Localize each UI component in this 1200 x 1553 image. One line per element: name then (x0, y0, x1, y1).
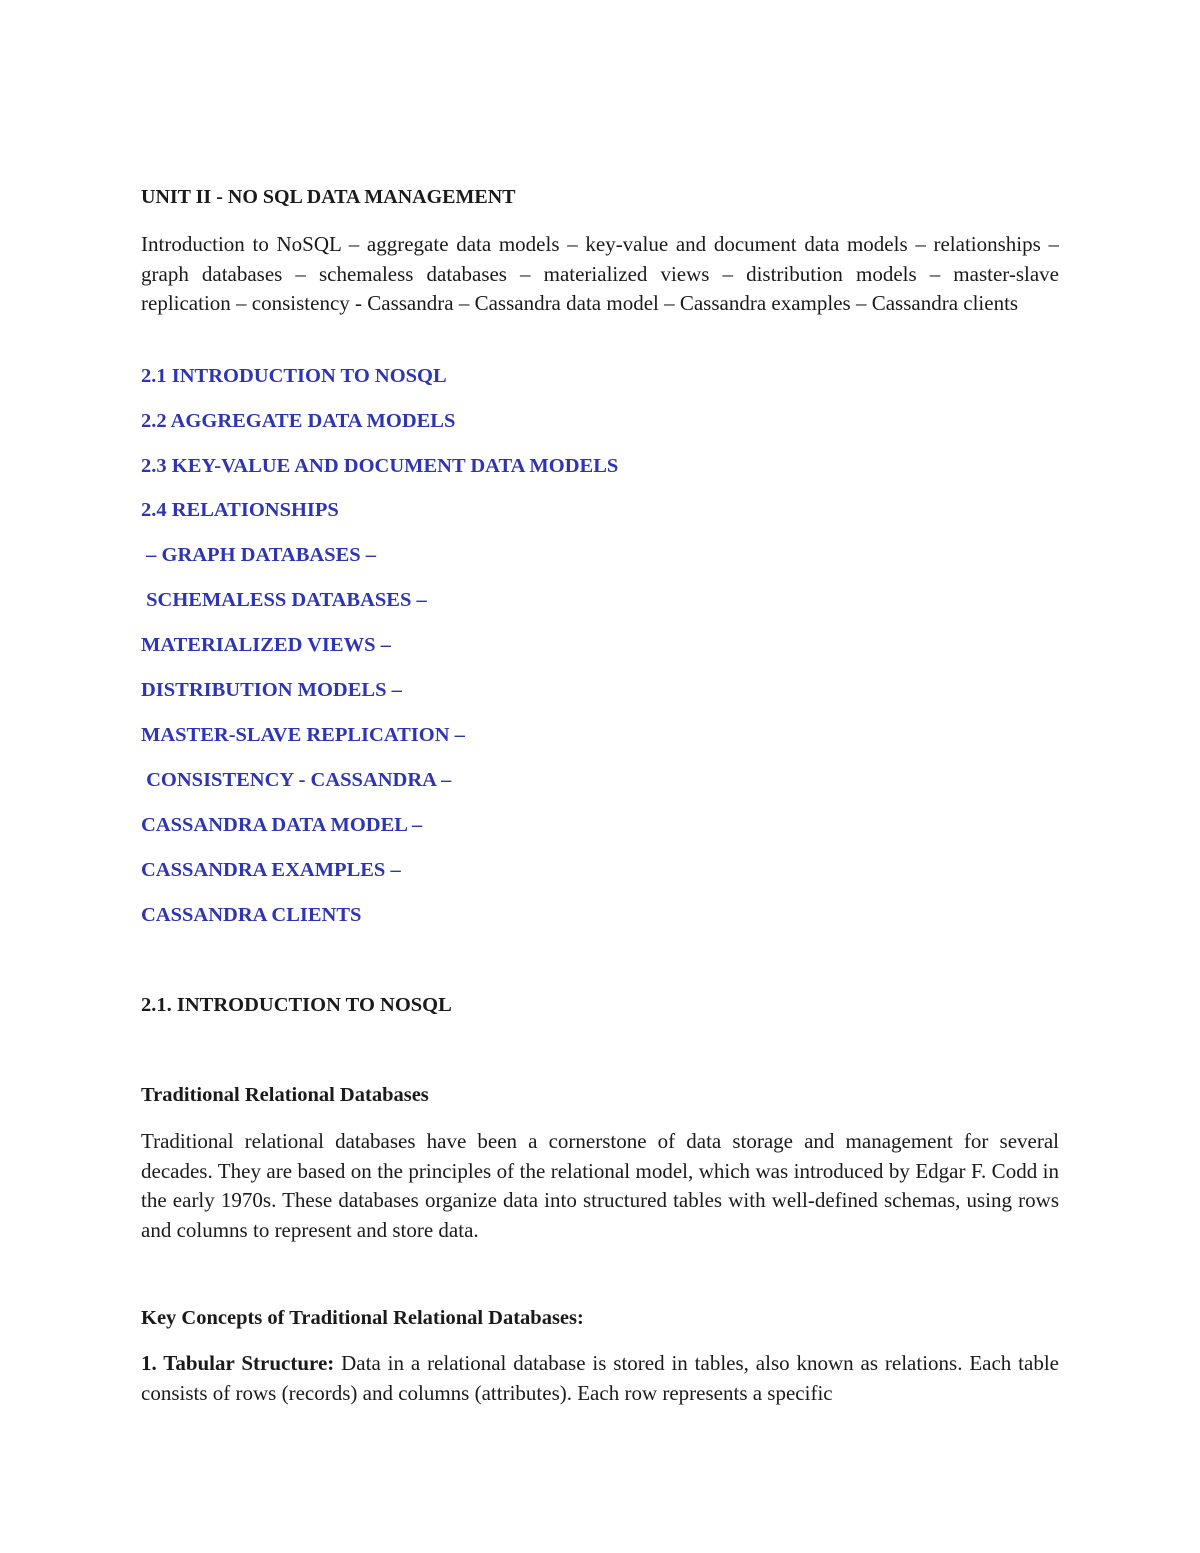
concept-label: 1. Tabular Structure: (141, 1351, 335, 1375)
toc-item[interactable]: SCHEMALESS DATABASES – (141, 589, 427, 611)
toc-item[interactable]: DISTRIBUTION MODELS – (141, 679, 402, 701)
toc-item[interactable]: 2.4 RELATIONSHIPS (141, 499, 339, 521)
concept-text: Data in a relational database is stored in tables, also known as relations. Each table consists of rows (records) and columns (attributes). Each row represents a specific (141, 1351, 1059, 1405)
toc-item[interactable]: CASSANDRA CLIENTS (141, 904, 362, 926)
subheading: Traditional Relational Databases (141, 1084, 429, 1106)
toc-item[interactable]: CASSANDRA DATA MODEL – (141, 814, 423, 836)
toc-item[interactable]: 2.3 KEY-VALUE AND DOCUMENT DATA MODELS (141, 455, 619, 477)
toc-item[interactable]: – GRAPH DATABASES – (141, 544, 377, 566)
toc-item[interactable]: MATERIALIZED VIEWS – (141, 634, 391, 656)
toc-item[interactable]: CONSISTENCY - CASSANDRA – (141, 769, 452, 791)
syllabus-paragraph: Introduction to NoSQL – aggregate data models – key-value and document data models – relationships – graph databases – schemaless databases – materialized views – distribution models – master-slave replication – consistency - Cassandra – Cassandra data model – Cassandra examples – Cassandra clients (141, 232, 1059, 315)
toc-item[interactable]: 2.2 AGGREGATE DATA MODELS (141, 410, 456, 432)
toc-item[interactable]: MASTER-SLAVE REPLICATION – (141, 724, 465, 746)
concept-paragraph (141, 1349, 1059, 1408)
key-concepts-heading: Key Concepts of Traditional Relational Databases: (141, 1307, 584, 1329)
unit-title: UNIT II - NO SQL DATA MANAGEMENT (141, 186, 516, 208)
toc-item[interactable]: 2.1 INTRODUCTION TO NOSQL (141, 365, 447, 387)
intro-paragraph: Traditional relational databases have been a cornerstone of data storage and management for several decades. They are based on the principles of the relational model, which was introduced by Edgar F. Codd in the early 1970s. These databases organize data into structured tables with well-defined schemas, using rows and columns to represent and store data. (141, 1129, 1059, 1242)
toc-item[interactable]: CASSANDRA EXAMPLES – (141, 859, 401, 881)
section-heading: 2.1. INTRODUCTION TO NOSQL (141, 994, 452, 1016)
